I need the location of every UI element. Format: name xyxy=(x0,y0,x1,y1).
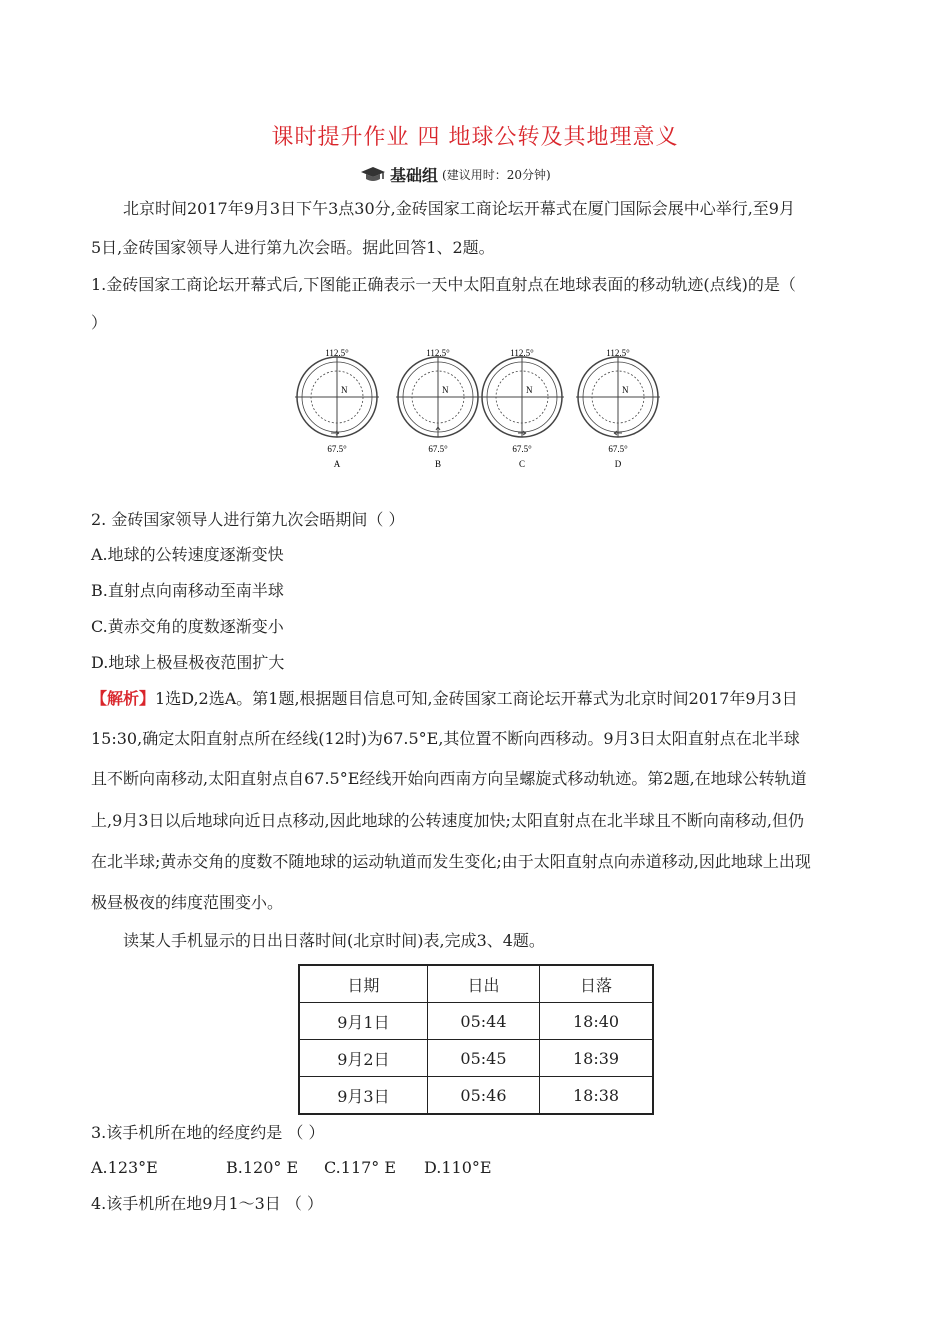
question-2-option-a: A.地球的公转速度逐渐变快 xyxy=(91,545,284,564)
question-2-option-d: D.地球上极昼极夜范围扩大 xyxy=(91,653,285,672)
question-4-stem: 4.该手机所在地9月1～3日 （ ） xyxy=(91,1194,323,1213)
table-cell: 9月3日 xyxy=(299,1077,427,1115)
diagram-center-label: N xyxy=(341,385,348,395)
intro-line-2: 5日,金砖国家领导人进行第九次会晤。据此回答1、2题。 xyxy=(91,238,495,257)
question-3-option-a: A.123°E xyxy=(91,1158,158,1177)
table-row xyxy=(299,1003,653,1040)
page-title: 课时提升作业 四 地球公转及其地理意义 xyxy=(271,125,679,150)
table-cell: 05:44 xyxy=(427,1003,539,1040)
sunrise-sunset-table xyxy=(298,964,654,1115)
diagram-bottom-label: 67.5° xyxy=(327,444,347,454)
analysis-text: 1选D,2选A。第1题,根据题目信息可知,金砖国家工商论坛开幕式为北京时间2017年9月3日 xyxy=(155,689,798,708)
analysis-line-2: 15:30,确定太阳直射点所在经线(12时)为67.5°E,其位置不断向西移动。9月3日太阳直射点在北半球 xyxy=(91,729,800,748)
section-time: (建议用时：20分钟) xyxy=(442,168,551,182)
table-cell: 18:40 xyxy=(540,1003,653,1040)
analysis-line-6: 极昼极夜的纬度范围变小。 xyxy=(91,893,284,912)
question-2-option-b: B.直射点向南移动至南半球 xyxy=(91,581,284,600)
table-header: 日期 xyxy=(299,965,427,1003)
analysis-line-5: 在北半球;黄赤交角的度数不随地球的运动轨道而发生变化;由于太阳直射点向赤道移动,因此地球上出现 xyxy=(91,852,811,871)
diagram-top-label: 112.5° xyxy=(606,348,630,358)
analysis-line-3: 且不断向南移动,太阳直射点自67.5°E经线开始向西南方向呈螺旋式移动轨迹。第2题,在地球公转轨道 xyxy=(91,769,807,788)
diagram-bottom-label: 67.5° xyxy=(512,444,532,454)
table-cell: 9月1日 xyxy=(299,1003,427,1040)
analysis-tag: 【解析】 xyxy=(91,689,156,708)
orbit-diagram-figure xyxy=(290,345,670,475)
question-2-stem: 2. 金砖国家领导人进行第九次会晤期间（ ） xyxy=(91,510,405,529)
intro-2: 读某人手机显示的日出日落时间(北京时间)表,完成3、4题。 xyxy=(123,931,545,950)
diagram-option-label: B xyxy=(434,459,442,469)
diagram-option-d xyxy=(576,348,660,469)
table-cell: 05:46 xyxy=(427,1077,539,1115)
analysis-line-4: 上,9月3日以后地球向近日点移动,因此地球的公转速度加快;太阳直射点在北半球且不断向南移动,但仍 xyxy=(91,811,805,830)
table-cell: 05:45 xyxy=(427,1040,539,1077)
section-tag xyxy=(360,163,551,186)
table-header-row xyxy=(299,965,653,1003)
table-cell: 18:38 xyxy=(540,1077,653,1115)
question-3-stem: 3.该手机所在地的经度约是 （ ） xyxy=(91,1123,325,1142)
table-cell: 18:39 xyxy=(540,1040,653,1077)
diagram-top-label: 112.5° xyxy=(426,348,450,358)
diagram-option-c xyxy=(480,348,564,469)
diagram-option-label: C xyxy=(518,459,526,469)
diagram-top-label: 112.5° xyxy=(325,348,349,358)
table-header: 日落 xyxy=(540,965,653,1003)
table-row xyxy=(299,1077,653,1115)
graduation-cap-icon xyxy=(360,166,386,184)
diagram-option-label: D xyxy=(614,459,622,469)
question-3-option-b: B.120° E xyxy=(226,1158,299,1177)
intro-line-1: 北京时间2017年9月3日下午3点30分,金砖国家工商论坛开幕式在厦门国际会展中心举行,至9月 xyxy=(123,199,795,218)
diagram-option-b xyxy=(396,348,480,469)
table-cell: 9月2日 xyxy=(299,1040,427,1077)
question-3-option-d: D.110°E xyxy=(424,1158,492,1177)
diagram-top-label: 112.5° xyxy=(510,348,534,358)
question-1-line-2: ） xyxy=(91,313,108,332)
question-1-line-1: 1.金砖国家工商论坛开幕式后,下图能正确表示一天中太阳直射点在地球表面的移动轨迹(点线)的是（ xyxy=(91,275,796,294)
question-3-options xyxy=(91,1158,871,1178)
table-header: 日出 xyxy=(427,965,539,1003)
diagram-bottom-label: 67.5° xyxy=(608,444,628,454)
diagram-option-a xyxy=(295,348,379,469)
section-label: 基础组 xyxy=(390,166,439,185)
diagram-center-label: N xyxy=(526,385,533,395)
diagram-bottom-label: 67.5° xyxy=(428,444,448,454)
question-2-option-c: C.黄赤交角的度数逐渐变小 xyxy=(91,617,284,636)
diagram-center-label: N xyxy=(622,385,629,395)
diagram-option-label: A xyxy=(333,459,341,469)
analysis-line-1 xyxy=(91,689,871,709)
table-row xyxy=(299,1040,653,1077)
diagram-center-label: N xyxy=(442,385,449,395)
question-3-option-c: C.117° E xyxy=(324,1158,397,1177)
